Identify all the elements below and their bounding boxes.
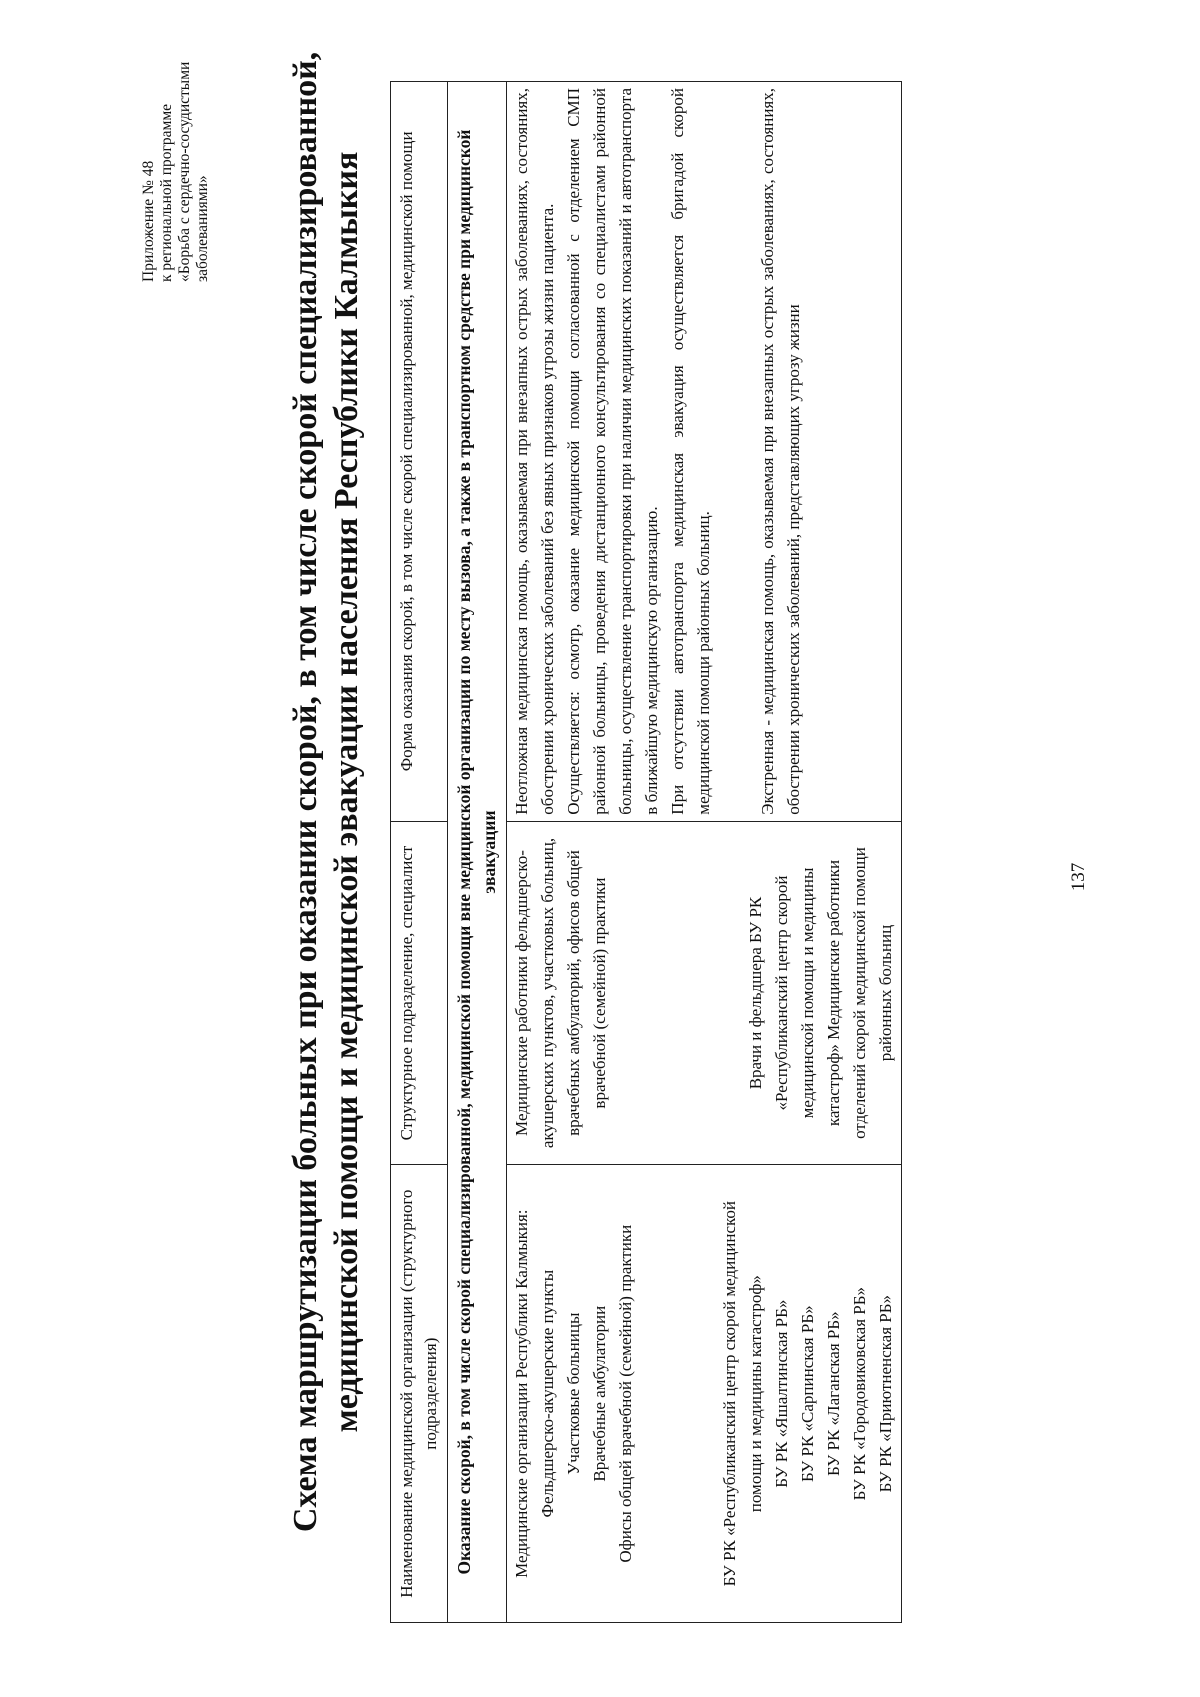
appendix-line: Приложение № 48: [140, 160, 157, 282]
unit-text: Врачи и фельдшера БУ РК «Республиканский центр скорой медицинской помощи и медицины катастроф» Медицинские работники отделений скорой медицинской помощи районных больниц: [746, 847, 895, 1139]
table-header-row: [391, 82, 448, 1623]
unit-cell: [507, 821, 902, 1165]
page-number: 137: [1068, 862, 1089, 892]
org-line: БУ РК «Лаганская РБ»: [824, 1311, 843, 1476]
unit-text: Медицинские работники фельдшерско-акушерских пунктов, участковых больниц, врачебных амбулаторий, офисов общей врачебной (семейной) практики: [512, 837, 609, 1149]
org-cell: [507, 1165, 902, 1623]
org-line: Офисы общей врачебной (семейной) практики: [616, 1224, 635, 1563]
org-line: Медицинские организации Республики Калмыкия:: [512, 1209, 531, 1578]
table-row: [507, 82, 902, 1623]
form-paragraph: Неотложная медицинская помощь, оказываемая при внезапных острых заболеваниях, состояниях, обострении хронических заболеваний без явных признаков угрозы жизни пациента.: [512, 88, 557, 815]
header-form: Форма оказания скорой, в том числе скорой специализированной, медицинской помощи: [391, 82, 448, 822]
form-paragraph: Осуществляется: осмотр, оказание медицинской помощи согласованной с отделением СМП районной больницы, проведения дистанционного консультирования со специалистами районной больницы, осуществление транспортировки при наличии медицинских показаний и автотранспорта в ближайшую медицинскую организацию.: [564, 88, 661, 815]
org-line: БУ РК «Яшалтинская РБ»: [772, 1299, 791, 1488]
org-line: Врачебные амбулатории: [590, 1305, 609, 1482]
org-line: БУ РК «Республиканский центр скорой медицинской помощи и медицины катастроф»: [720, 1200, 765, 1587]
section-row: [448, 82, 507, 1623]
form-paragraph: Экстренная - медицинская помощь, оказываемая при внезапных острых заболеваниях, состояниях, обострении хронических заболеваний, представляющих угрозу жизни: [758, 88, 803, 815]
document-title: [285, 27, 367, 1557]
header-unit: Структурное подразделение, специалист: [391, 821, 448, 1165]
title-line: медицинской помощи и медицинской эвакуации населения Республики Калмыкия: [328, 151, 365, 1433]
header-org: Наименование медицинской организации (структурного подразделения): [391, 1165, 448, 1623]
appendix-line: к региональной программе: [158, 103, 175, 282]
org-line: БУ РК «Сарпинская РБ»: [798, 1305, 817, 1482]
section-heading: Оказание скорой, в том числе скорой специализированной, медицинской помощи вне медицинской организации по месту вызова, а также в транспортном средстве при медицинской эвакуации: [448, 82, 507, 1623]
appendix-note: [140, 22, 212, 282]
appendix-line: заболеваниями»: [194, 175, 211, 282]
routing-table: [390, 81, 902, 1623]
appendix-line: «Борьба с сердечно-сосудистыми: [176, 61, 193, 282]
org-line: Участковые больницы: [564, 1312, 583, 1475]
form-paragraph: При отсутствии автотранспорта медицинская эвакуация осуществляется бригадой скорой медицинской помощи районных больниц.: [668, 88, 713, 815]
org-line: Фельдшерско-акушерские пункты: [538, 1269, 557, 1518]
title-line: Схема маршрутизации больных при оказании скорой, в том числе скорой специализированной,: [287, 51, 324, 1533]
form-cell: [507, 82, 902, 822]
org-line: БУ РК «Приютненская РБ»: [876, 1294, 895, 1493]
org-line: БУ РК «Городовиковская РБ»: [850, 1287, 869, 1501]
